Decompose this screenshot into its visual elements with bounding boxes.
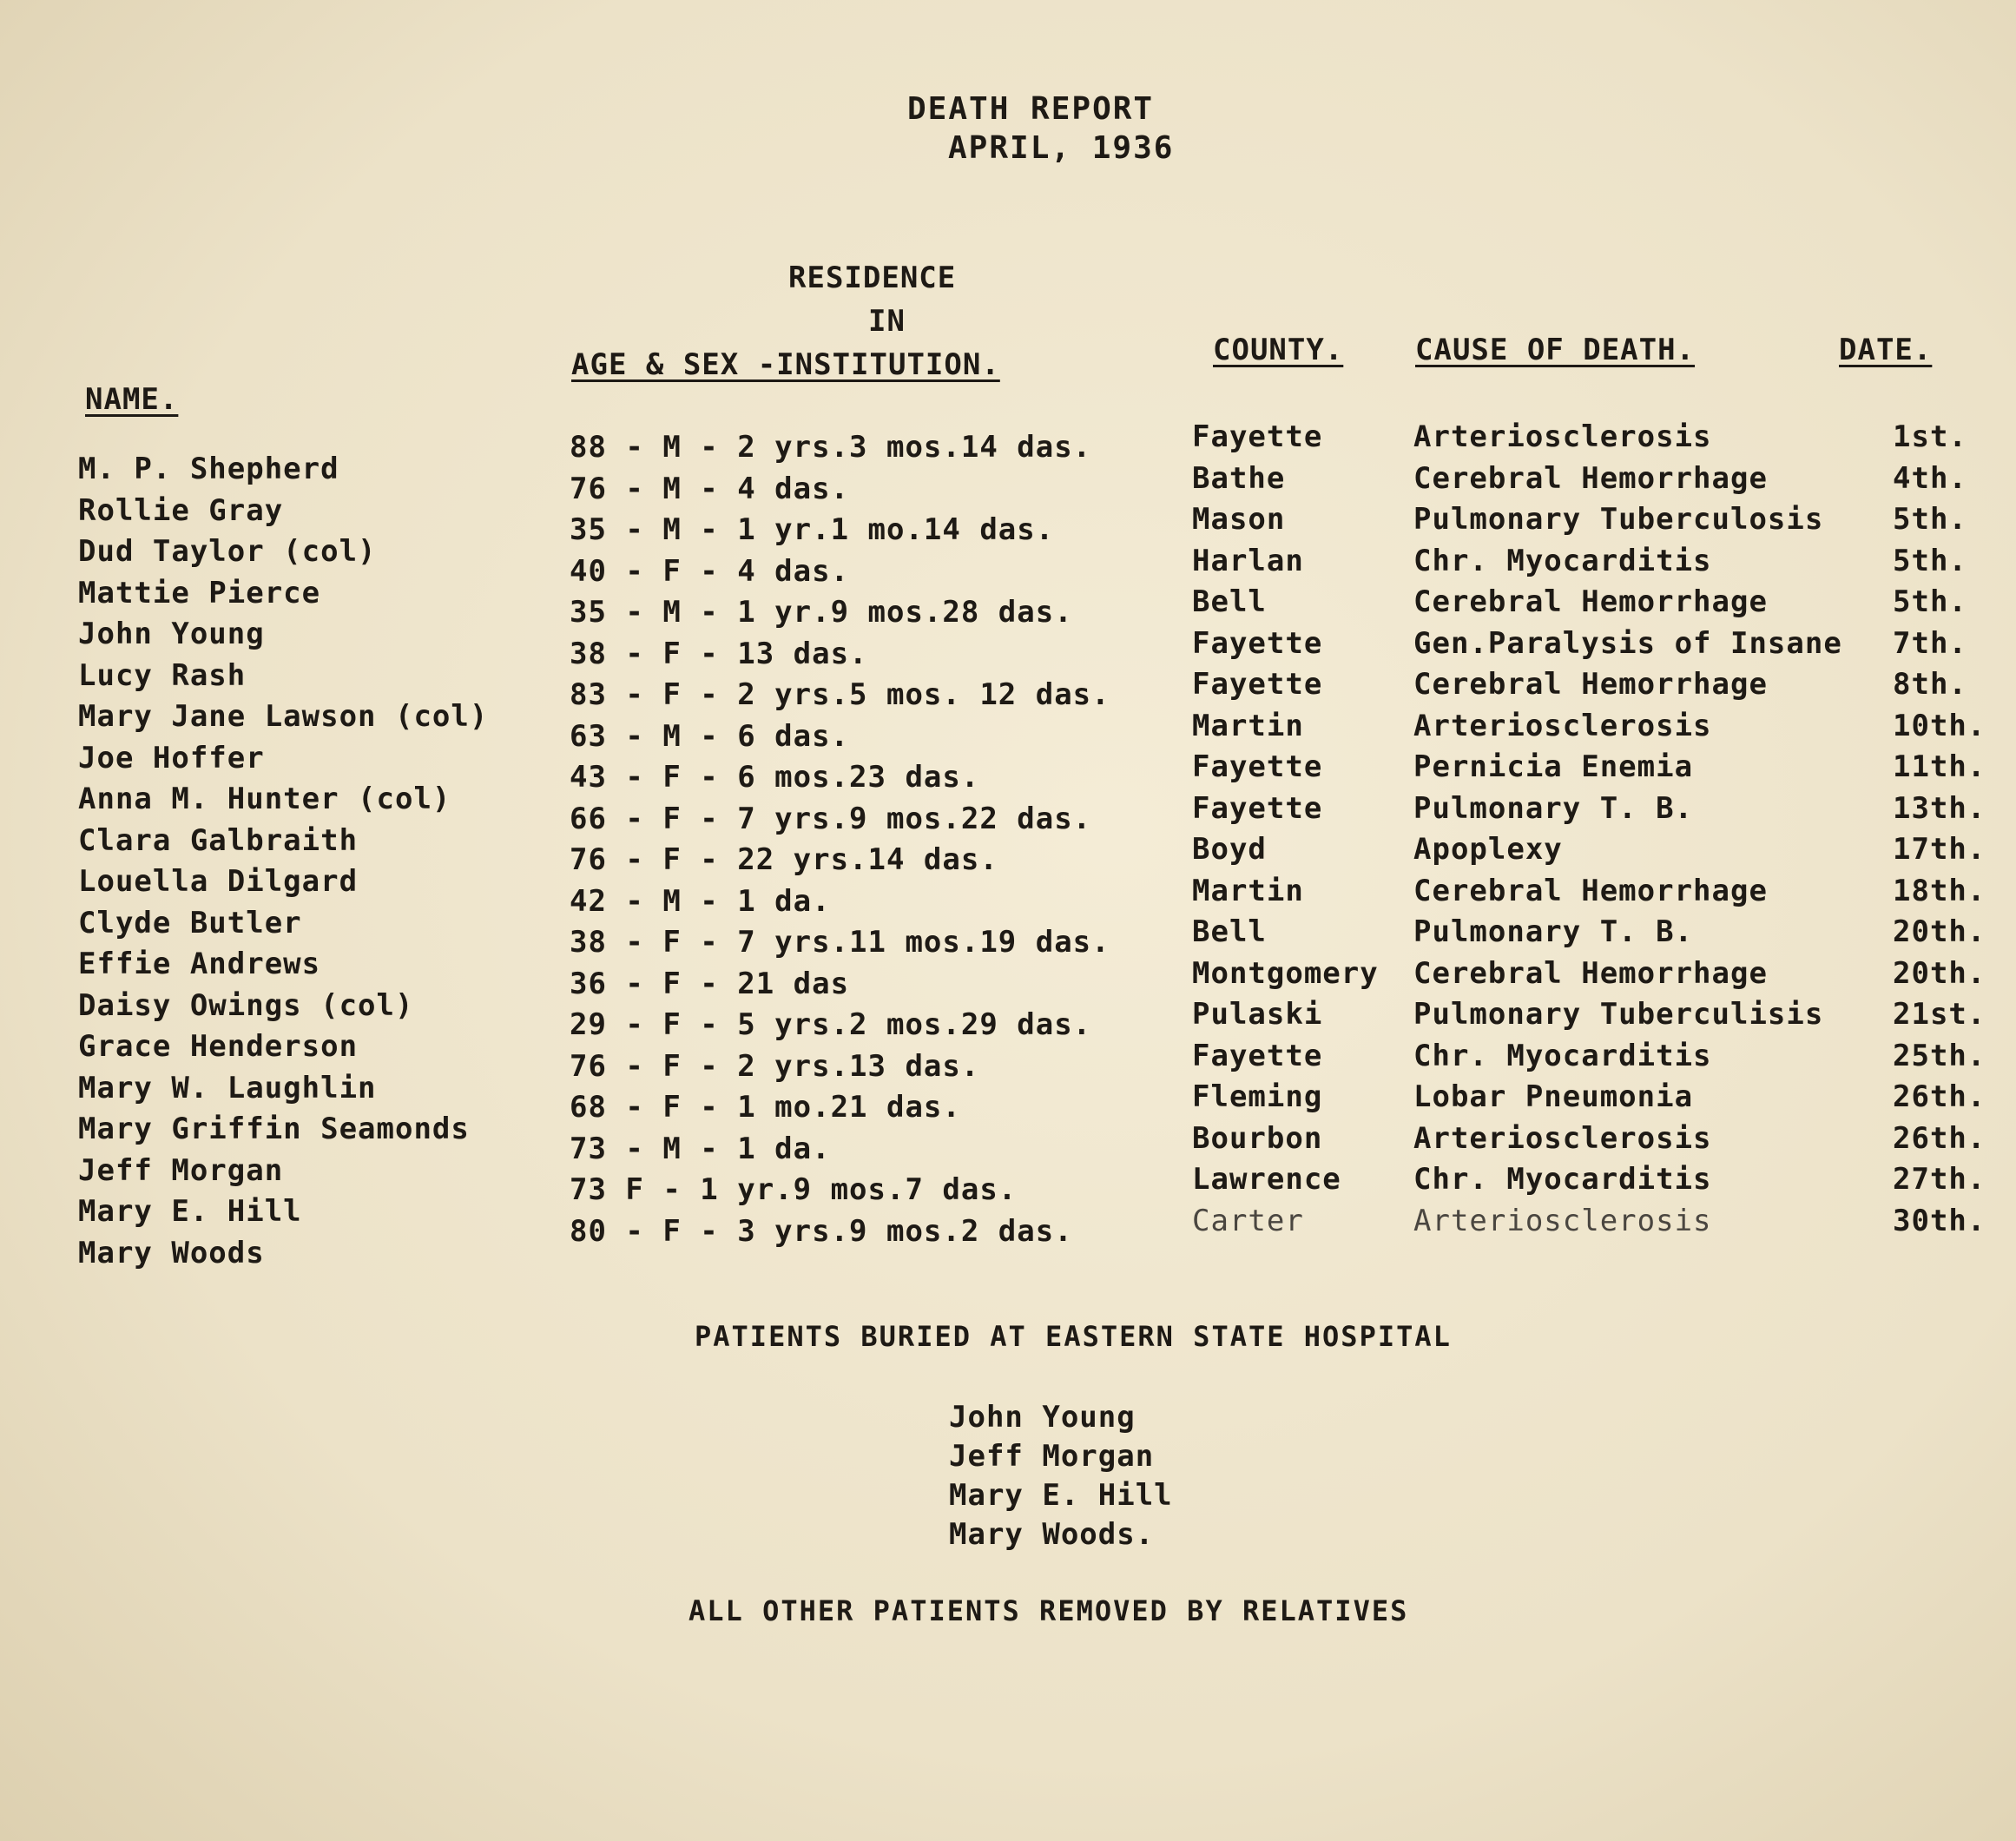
date-column-header: DATE.: [1839, 333, 1933, 367]
cause-of-death: Cerebral Hemorrhage: [1413, 584, 1768, 619]
residence-header-line1: RESIDENCE: [788, 261, 957, 295]
death-date: 5th.: [1893, 584, 1967, 619]
patient-name: Effie Andrews: [78, 947, 321, 981]
cause-of-death: Gen.Paralysis of Insane: [1413, 625, 1842, 661]
buried-patient-name: John Young: [949, 1400, 1136, 1435]
report-date: APRIL, 1936: [948, 130, 1175, 166]
death-date: 1st.: [1893, 419, 1967, 454]
cause-of-death: Apoplexy: [1413, 832, 1563, 867]
patient-name: Jeff Morgan: [78, 1152, 284, 1188]
death-date: 13th.: [1893, 790, 1986, 826]
county: Fayette: [1192, 625, 1323, 661]
age-sex-column-header: AGE & SEX -INSTITUTION.: [571, 347, 1000, 382]
age-sex-residence: 68 - F - 1 mo.21 das.: [570, 1090, 961, 1125]
county: Pulaski: [1192, 997, 1323, 1032]
cause-of-death: Pulmonary Tuberculisis: [1413, 997, 1824, 1032]
age-sex-residence: 88 - M - 2 yrs.3 mos.14 das.: [570, 430, 1092, 465]
cause-of-death: Arteriosclerosis: [1413, 419, 1712, 454]
age-sex-residence: 35 - M - 1 yr.9 mos.28 das.: [570, 595, 1073, 630]
name-column-header: NAME.: [85, 382, 179, 417]
death-date: 4th.: [1893, 460, 1967, 496]
buried-patient-name: Mary E. Hill: [949, 1478, 1173, 1513]
cause-of-death: Chr. Myocarditis: [1413, 1038, 1712, 1073]
cause-of-death: Arteriosclerosis: [1413, 708, 1712, 743]
county: Carter: [1192, 1203, 1304, 1238]
age-sex-residence: 29 - F - 5 yrs.2 mos.29 das.: [570, 1007, 1092, 1042]
county: Martin: [1192, 873, 1304, 908]
age-sex-residence: 73 F - 1 yr.9 mos.7 das.: [570, 1172, 1018, 1207]
age-sex-residence: 66 - F - 7 yrs.9 mos.22 das.: [570, 801, 1092, 836]
death-date: 10th.: [1893, 708, 1986, 743]
death-date: 21st.: [1893, 997, 1986, 1032]
death-date: 27th.: [1893, 1162, 1986, 1197]
patient-name: John Young: [78, 617, 265, 651]
patient-name: Mary W. Laughlin: [78, 1070, 377, 1105]
patient-name: Mary Jane Lawson (col): [78, 699, 489, 734]
county: Bathe: [1192, 460, 1286, 496]
patient-name: Lucy Rash: [78, 657, 247, 693]
death-date: 7th.: [1893, 625, 1967, 661]
county: Mason: [1192, 502, 1286, 537]
age-sex-residence: 63 - M - 6 das.: [570, 718, 850, 754]
buried-patient-name: Mary Woods.: [949, 1517, 1155, 1552]
patient-name: Mary Griffin Seamonds: [78, 1112, 470, 1146]
death-date: 20th.: [1893, 955, 1986, 991]
county: Bell: [1192, 584, 1267, 619]
patient-name: Joe Hoffer: [78, 740, 265, 775]
buried-patient-name: Jeff Morgan: [949, 1439, 1155, 1474]
county: Lawrence: [1192, 1162, 1341, 1197]
cause-of-death: Pulmonary Tuberculosis: [1413, 502, 1824, 537]
age-sex-residence: 40 - F - 4 das.: [570, 553, 850, 589]
death-date: 8th.: [1893, 667, 1967, 702]
patient-name: Grace Henderson: [78, 1029, 359, 1064]
residence-header-line2: IN: [868, 304, 906, 339]
buried-heading: PATIENTS BURIED AT EASTERN STATE HOSPITAL: [695, 1320, 1452, 1353]
death-date: 30th.: [1893, 1203, 1986, 1238]
cause-of-death: Cerebral Hemorrhage: [1413, 955, 1768, 991]
cause-column-header: CAUSE OF DEATH.: [1415, 333, 1696, 367]
county: Montgomery: [1192, 955, 1379, 991]
county-column-header: COUNTY.: [1213, 333, 1344, 367]
county: Martin: [1192, 708, 1304, 743]
county: Fayette: [1192, 790, 1323, 826]
death-date: 5th.: [1893, 502, 1967, 537]
patient-name: Mattie Pierce: [78, 575, 321, 610]
age-sex-residence: 42 - M - 1 da.: [570, 883, 831, 919]
cause-of-death: Arteriosclerosis: [1413, 1120, 1712, 1156]
county: Boyd: [1192, 832, 1267, 867]
patient-name: Mary Woods: [78, 1235, 265, 1270]
county: Fleming: [1192, 1079, 1323, 1114]
age-sex-residence: 73 - M - 1 da.: [570, 1131, 831, 1166]
patient-name: Anna M. Hunter (col): [78, 782, 451, 816]
patient-name: Rollie Gray: [78, 492, 284, 528]
cause-of-death: Lobar Pneumonia: [1413, 1079, 1694, 1114]
patient-name: Dud Taylor (col): [78, 534, 377, 569]
county: Fayette: [1192, 419, 1323, 454]
county: Fayette: [1192, 1038, 1323, 1073]
county: Bell: [1192, 914, 1267, 949]
age-sex-residence: 76 - F - 22 yrs.14 das.: [570, 842, 998, 877]
patient-name: M. P. Shepherd: [78, 452, 339, 486]
report-title: DEATH REPORT: [907, 91, 1155, 127]
death-date: 26th.: [1893, 1079, 1986, 1114]
cause-of-death: Pernicia Enemia: [1413, 749, 1694, 784]
death-date: 20th.: [1893, 914, 1986, 949]
patient-name: Clyde Butler: [78, 905, 302, 940]
patient-name: Mary E. Hill: [78, 1194, 302, 1229]
age-sex-residence: 35 - M - 1 yr.1 mo.14 das.: [570, 512, 1055, 547]
age-sex-residence: 76 - M - 4 das.: [570, 471, 850, 506]
death-date: 25th.: [1893, 1038, 1986, 1073]
death-date: 11th.: [1893, 749, 1986, 784]
age-sex-residence: 36 - F - 21 das: [570, 966, 850, 1001]
patient-name: Daisy Owings (col): [78, 987, 414, 1023]
cause-of-death: Cerebral Hemorrhage: [1413, 667, 1768, 702]
patient-name: Louella Dilgard: [78, 864, 359, 899]
removed-note: ALL OTHER PATIENTS REMOVED BY RELATIVES: [688, 1594, 1409, 1627]
county: Fayette: [1192, 667, 1323, 702]
county: Bourbon: [1192, 1120, 1323, 1156]
age-sex-residence: 80 - F - 3 yrs.9 mos.2 das.: [570, 1213, 1073, 1249]
cause-of-death: Cerebral Hemorrhage: [1413, 460, 1768, 496]
cause-of-death: Arteriosclerosis: [1413, 1203, 1712, 1238]
cause-of-death: Pulmonary T. B.: [1413, 790, 1694, 826]
death-date: 17th.: [1893, 832, 1986, 867]
death-date: 5th.: [1893, 543, 1967, 578]
age-sex-residence: 83 - F - 2 yrs.5 mos. 12 das.: [570, 677, 1110, 712]
age-sex-residence: 43 - F - 6 mos.23 das.: [570, 760, 980, 795]
cause-of-death: Pulmonary T. B.: [1413, 914, 1694, 949]
cause-of-death: Chr. Myocarditis: [1413, 1162, 1712, 1197]
age-sex-residence: 38 - F - 13 das.: [570, 636, 868, 671]
age-sex-residence: 76 - F - 2 yrs.13 das.: [570, 1048, 980, 1084]
death-date: 18th.: [1893, 873, 1986, 908]
county: Harlan: [1192, 543, 1304, 578]
cause-of-death: Cerebral Hemorrhage: [1413, 873, 1768, 908]
patient-name: Clara Galbraith: [78, 822, 359, 858]
age-sex-residence: 38 - F - 7 yrs.11 mos.19 das.: [570, 925, 1110, 960]
county: Fayette: [1192, 749, 1323, 784]
cause-of-death: Chr. Myocarditis: [1413, 543, 1712, 578]
death-date: 26th.: [1893, 1120, 1986, 1156]
